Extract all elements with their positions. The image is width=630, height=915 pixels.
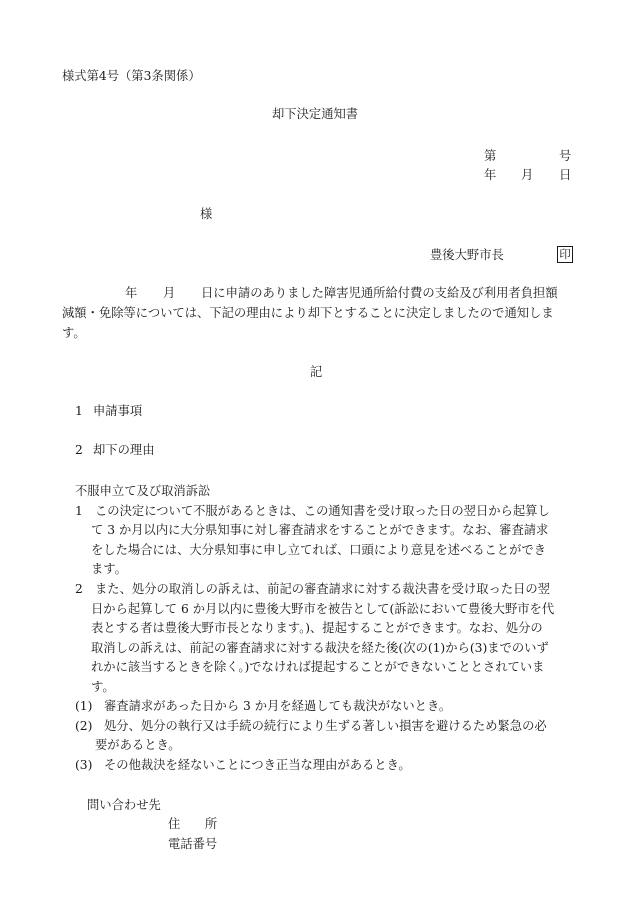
date-month: 月 bbox=[521, 168, 534, 182]
item-2-number: 2 bbox=[75, 443, 83, 457]
doc-number-prefix: 第 bbox=[484, 149, 497, 163]
appeal-heading: 不服申立て及び取消訴訟 bbox=[75, 484, 211, 498]
date-year: 年 bbox=[484, 168, 497, 182]
sub-1-number: (1) bbox=[75, 699, 93, 713]
appeal-1-line: ます。 bbox=[91, 562, 127, 576]
appeal-2-line: れかに該当するときを除く。)でなければ提起することができないこととされていま bbox=[91, 660, 545, 674]
sub-2-line: 要があるとき。 bbox=[95, 738, 181, 752]
appeal-1-line: この決定について不服があるときは、この通知書を受け取った日の翌日から起算し bbox=[95, 504, 550, 518]
contact-phone-label: 電話番号 bbox=[168, 837, 218, 851]
contact-address-label: 住 所 bbox=[168, 817, 218, 831]
appeal-2-line: また、処分の取消しの訴えは、前記の審査請求に対する裁決書を受け取った日の翌 bbox=[95, 582, 550, 596]
sub-2-line: 処分、処分の執行又は手続の続行により生ずる著しい損害を避けるため緊急の必 bbox=[104, 719, 547, 733]
item-1-number: 1 bbox=[75, 404, 83, 418]
sub-2-number: (2) bbox=[75, 719, 93, 733]
intro-line-1: 日に申請のありました障害児通所給付費の支給及び利用者負担額 bbox=[201, 286, 558, 300]
appeal-2-line: 取消しの訴えは、前記の審査請求に対する裁決を経た後(次の(1)から(3)までのいず bbox=[91, 641, 549, 655]
sub-1-line: 審査請求があった日から 3 か月を経過しても裁決がないとき。 bbox=[104, 699, 452, 713]
contact-heading: 問い合わせ先 bbox=[87, 798, 161, 812]
sub-3-number: (3) bbox=[75, 758, 93, 772]
ki-heading: 記 bbox=[310, 365, 323, 379]
appeal-2-number: 2 bbox=[75, 582, 83, 596]
intro-month: 月 bbox=[163, 286, 176, 300]
doc-number-suffix: 号 bbox=[559, 149, 572, 163]
intro-line-2: 減額・免除等については、下記の理由により却下とすることに決定しましたので通知しま bbox=[62, 306, 554, 320]
addressee-suffix: 様 bbox=[200, 207, 213, 221]
date-day: 日 bbox=[559, 168, 572, 182]
item-1-label: 申請事項 bbox=[93, 404, 143, 418]
appeal-2-line: 表とする者は豊後大野市長となります。)、提起することができます。なお、処分の bbox=[91, 621, 543, 635]
item-2-label: 却下の理由 bbox=[93, 443, 155, 457]
sub-3-line: その他裁決を経ないことにつき正当な理由があるとき。 bbox=[104, 758, 411, 772]
appeal-2-line: 日から起算して 6 か月以内に豊後大野市を被告として(訴訟において豊後大野市を代 bbox=[91, 602, 555, 616]
appeal-1-line: て 3 か月以内に大分県知事に対し審査請求をすることができます。なお、審査請求 bbox=[91, 523, 549, 537]
appeal-1-number: 1 bbox=[75, 504, 83, 518]
seal-mark: 印 bbox=[557, 246, 573, 263]
intro-year: 年 bbox=[125, 286, 138, 300]
appeal-2-line: す。 bbox=[91, 680, 115, 694]
issuer-name: 豊後大野市長 bbox=[430, 248, 504, 262]
appeal-1-line: をした場合には、大分県知事に申し立てれば、口頭により意見を述べることができ bbox=[91, 543, 546, 557]
form-label: 様式第4号（第3条関係） bbox=[62, 69, 201, 83]
document-title: 却下決定通知書 bbox=[272, 107, 359, 121]
intro-line-3: す。 bbox=[62, 326, 86, 340]
